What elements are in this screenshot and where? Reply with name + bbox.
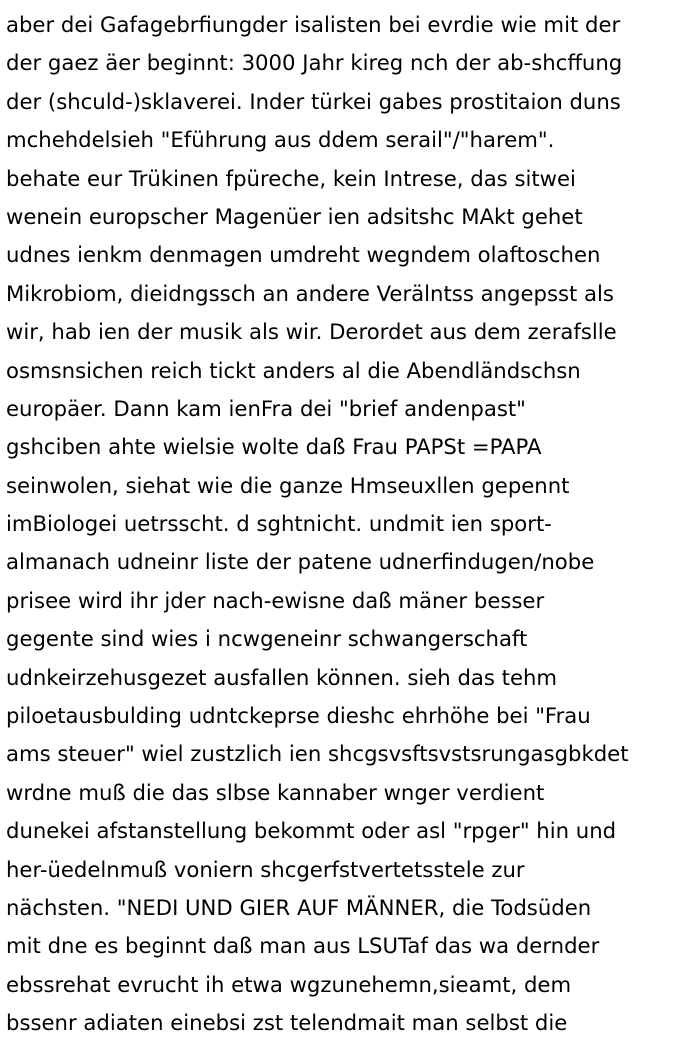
text-line: mchehdelsieh "Eführung aus ddem serail"/"harem". bbox=[6, 127, 555, 153]
text-line: dunekei afstanstellung bekommt oder asl "rpger" hin und bbox=[6, 818, 617, 844]
text-line: wir, hab ien der musik als wir. Derordet aus dem zerafslle bbox=[6, 319, 617, 345]
text-line: prisee wird ihr jder nach-ewisne daß mäner besser bbox=[6, 587, 545, 613]
text-line: gshciben ahte wielsie wolte daß Frau PAPSt =PAPA bbox=[6, 434, 542, 460]
text-line: nächsten. "NEDI UND GIER AUF MÄNNER, die Todsüden bbox=[6, 894, 592, 920]
text-line: mit dne es beginnt daß man aus LSUTaf das wa dernder bbox=[6, 933, 600, 959]
text-line: wenein europscher Magenüer ien adsitshc MAkt gehet bbox=[6, 203, 583, 229]
text-line: her-üedelnmuß voniern shcgerfstvertetsstele zur bbox=[6, 856, 525, 882]
text-line: bssenr adiaten einebsi zst telendmait man selbst die bbox=[6, 1010, 568, 1036]
text-line: udnes ienkm denmagen umdreht wegndem olaftoschen bbox=[6, 242, 601, 268]
text-line: behate eur Trükinen fpüreche, kein Intrese, das sitwei bbox=[6, 165, 576, 191]
text-line: Mikrobiom, dieidngssch an andere Verälntss angepsst als bbox=[6, 280, 614, 306]
document-body-text bbox=[6, 6, 678, 1043]
text-line: osmsnsichen reich tickt anders al die Abendländschsn bbox=[6, 357, 581, 383]
text-line: der gaez äer beginnt: 3000 Jahr kireg nch der ab-shcffung bbox=[6, 50, 623, 76]
text-line: ebssrehat evrucht ih etwa wgzunehemn,sieamt, dem bbox=[6, 971, 572, 997]
text-line: der (shculd-)sklaverei. Inder türkei gabes prostitaion duns bbox=[6, 88, 621, 114]
text-line: aber dei Gafagebrfiungder isalisten bei evrdie wie mit der bbox=[6, 12, 621, 37]
text-line: seinwolen, siehat wie die ganze Hmseuxllen gepennt bbox=[6, 472, 570, 498]
text-line: europäer. Dann kam ienFra dei "brief andenpast" bbox=[6, 395, 526, 421]
text-line: wrdne muß die das slbse kannaber wnger verdient bbox=[6, 779, 545, 805]
text-line: imBiologei uetrsscht. d sghtnicht. undmit ien sport- bbox=[6, 511, 552, 537]
text-line: ams steuer" wiel zustzlich ien shcgsvsftsvstsrungasgbkdet bbox=[6, 741, 629, 767]
text-line: almanach udneinr liste der patene udnerfindugen/nobe bbox=[6, 549, 595, 575]
text-line: piloetausbulding udntckeprse dieshc ehrhöhe bei "Frau bbox=[6, 703, 591, 729]
text-line: gegente sind wies i ncwgeneinr schwangerschaft bbox=[6, 626, 528, 652]
text-line: udnkeirzehusgezet ausfallen können. sieh das tehm bbox=[6, 664, 558, 690]
